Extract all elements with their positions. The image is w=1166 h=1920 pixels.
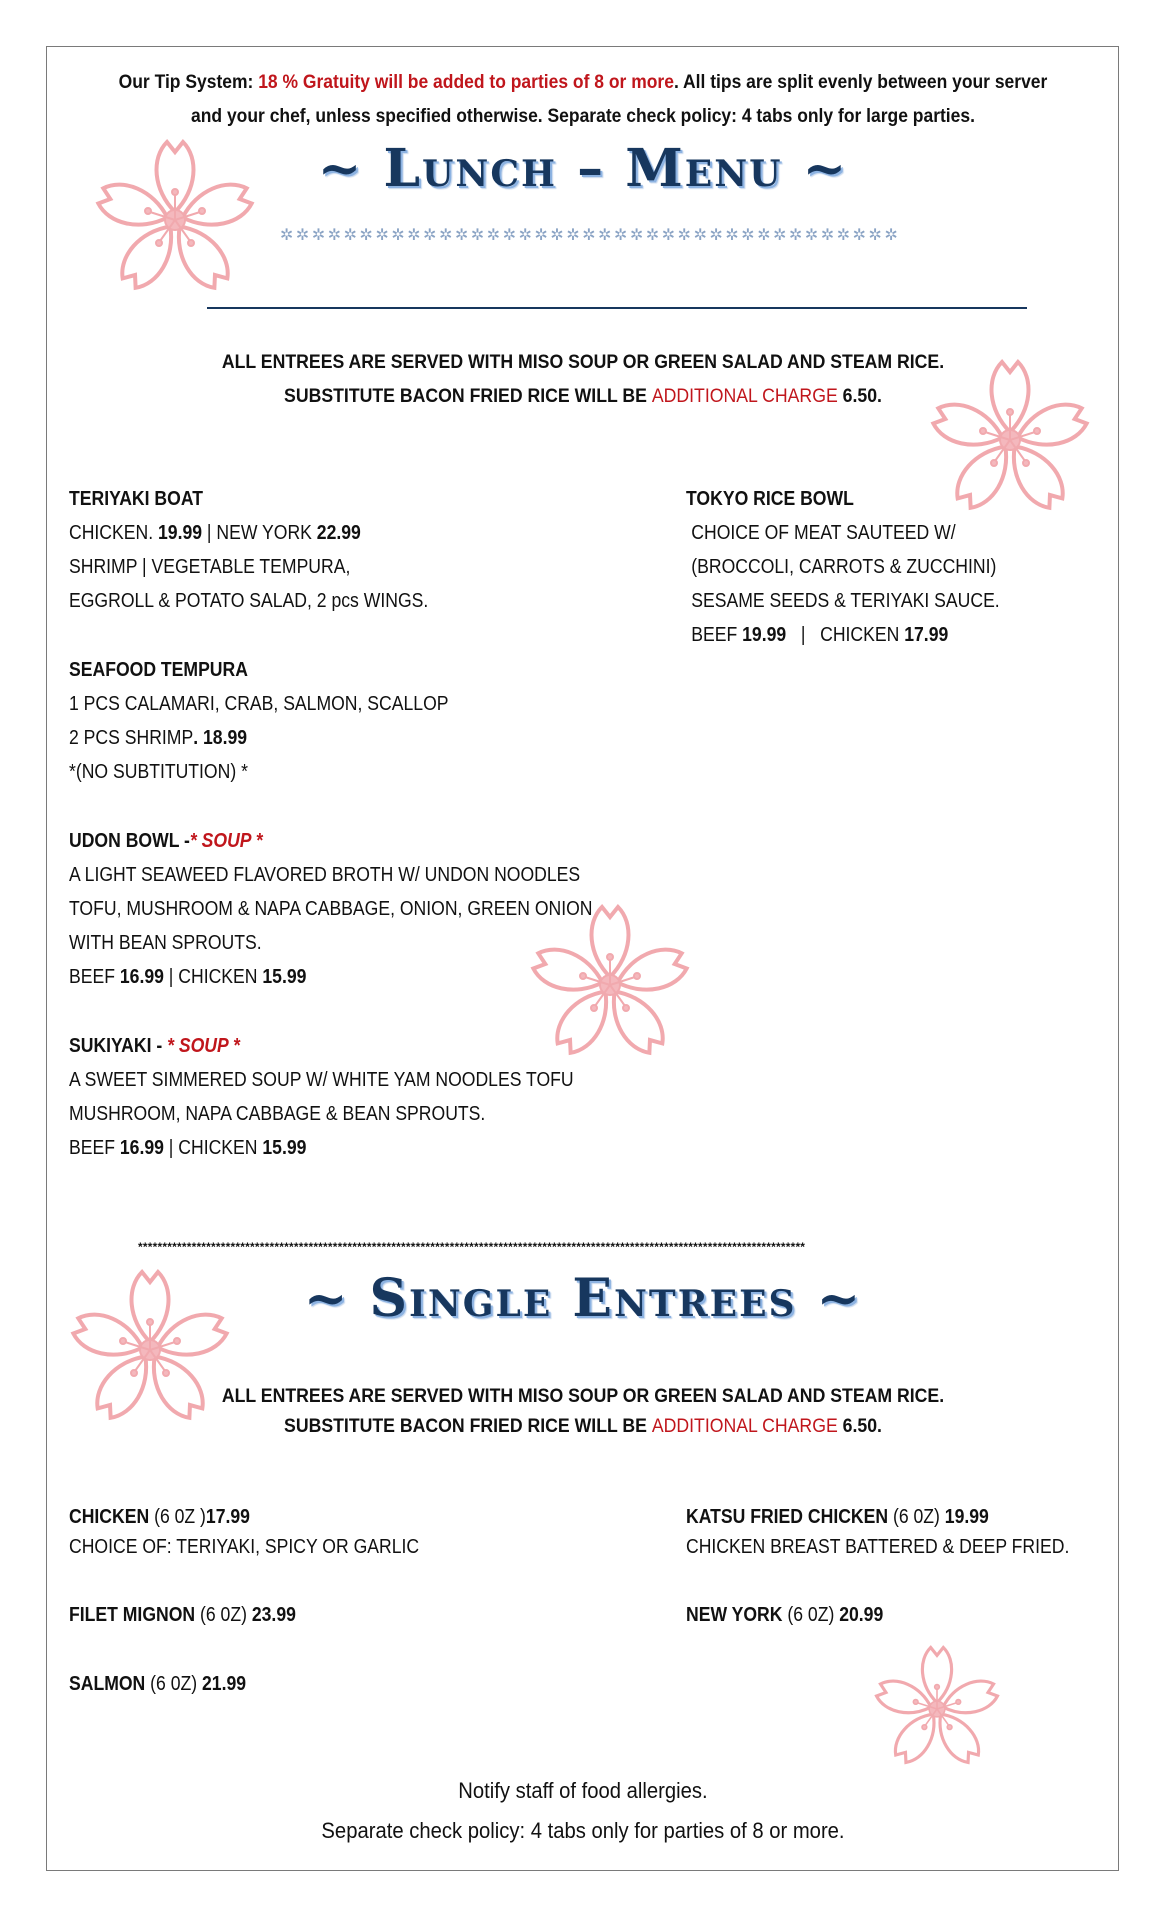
tip-notice: Our Tip System: 18 % Gratuity will be added to parties of 8 or more. All tips are split evenly between your server and your chef, unless specified otherwise. Separate check policy: 4 tabs only for large parties. xyxy=(118,72,1048,127)
entree-chicken: CHICKEN (6 0Z )17.99 CHOICE OF: TERIYAKI, SPICY OR GARLIC xyxy=(69,1506,420,1558)
menu-item-sukiyaki: SUKIYAKI - * SOUP * A SWEET SIMMERED SOUP W/ WHITE YAM NOODLES TOFU MUSHROOM, NAPA CABBAGE & BEAN SPROUTS. BEEF 16.99 | CHICKEN 15.99 xyxy=(69,1035,574,1159)
check-policy-note: Separate check policy: 4 tabs only for parties of 8 or more. xyxy=(321,1818,845,1843)
menu-item-teriyaki-boat: TERIYAKI BOAT CHICKEN. 19.99 | NEW YORK 22.99 SHRIMP | VEGETABLE TEMPURA, EGGROLL & POTATO SALAD, 2 pcs WINGS. xyxy=(69,488,429,612)
entree-katsu-fried-chicken: KATSU FRIED CHICKEN (6 0Z) 19.99 CHICKEN BREAST BATTERED & DEEP FRIED. xyxy=(686,1506,1070,1558)
lunch-menu-title: ~ Lunch – Menu ~ xyxy=(317,138,849,199)
single-served-note: ALL ENTREES ARE SERVED WITH MISO SOUP OR GREEN SALAD AND STEAM RICE. SUBSTITUTE BACON FRIED RICE WILL BE ADDITIONAL CHARGE 6.50. xyxy=(221,1386,945,1437)
footer-notes xyxy=(102,1771,1064,1851)
allergy-note: Notify staff of food allergies. xyxy=(458,1778,708,1803)
entree-filet-mignon: FILET MIGNON (6 0Z) 23.99 xyxy=(69,1604,296,1626)
menu-item-udon-bowl: UDON BOWL -* SOUP * A LIGHT SEAWEED FLAVORED BROTH W/ UNDON NOODLES TOFU, MUSHROOM & NAPA CABBAGE, ONION, GREEN ONION WITH BEAN SPROUTS. BEEF 16.99 | CHICKEN 15.99 xyxy=(69,830,593,988)
title-underline xyxy=(207,307,1027,309)
menu-item-seafood-tempura: SEAFOOD TEMPURA 1 PCS CALAMARI, CRAB, SALMON, SCALLOP 2 PCS SHRIMP. 18.99 *(NO SUBTITUTION) * xyxy=(69,659,449,783)
asterisk-divider: ***************************************************************************************************************************************** xyxy=(138,1240,806,1254)
menu-item-tokyo-rice-bowl: TOKYO RICE BOWL CHOICE OF MEAT SAUTEED W/ (BROCCOLI, CARROTS & ZUCCHINI) SESAME SEEDS & TERIYAKI SAUCE. BEEF 19.99 | CHICKEN 17.99 xyxy=(686,488,1000,646)
blossom-icon xyxy=(862,1638,1012,1780)
lunch-served-note: ALL ENTREES ARE SERVED WITH MISO SOUP OR GREEN SALAD AND STEAM RICE. SUBSTITUTE BACON FRIED RICE WILL BE ADDITIONAL CHARGE 6.50. xyxy=(221,352,945,407)
single-entrees-title: ~ Single Entrees ~ xyxy=(303,1268,863,1329)
entree-salmon: SALMON (6 0Z) 21.99 xyxy=(69,1673,247,1695)
entree-new-york: NEW YORK (6 0Z) 20.99 xyxy=(686,1604,884,1626)
star-divider: ✲✲✲✲✲✲✲✲✲✲✲✲✲✲✲✲✲✲✲✲✲✲✲✲✲✲✲✲✲✲✲✲✲✲✲✲✲✲✲ xyxy=(280,227,901,244)
